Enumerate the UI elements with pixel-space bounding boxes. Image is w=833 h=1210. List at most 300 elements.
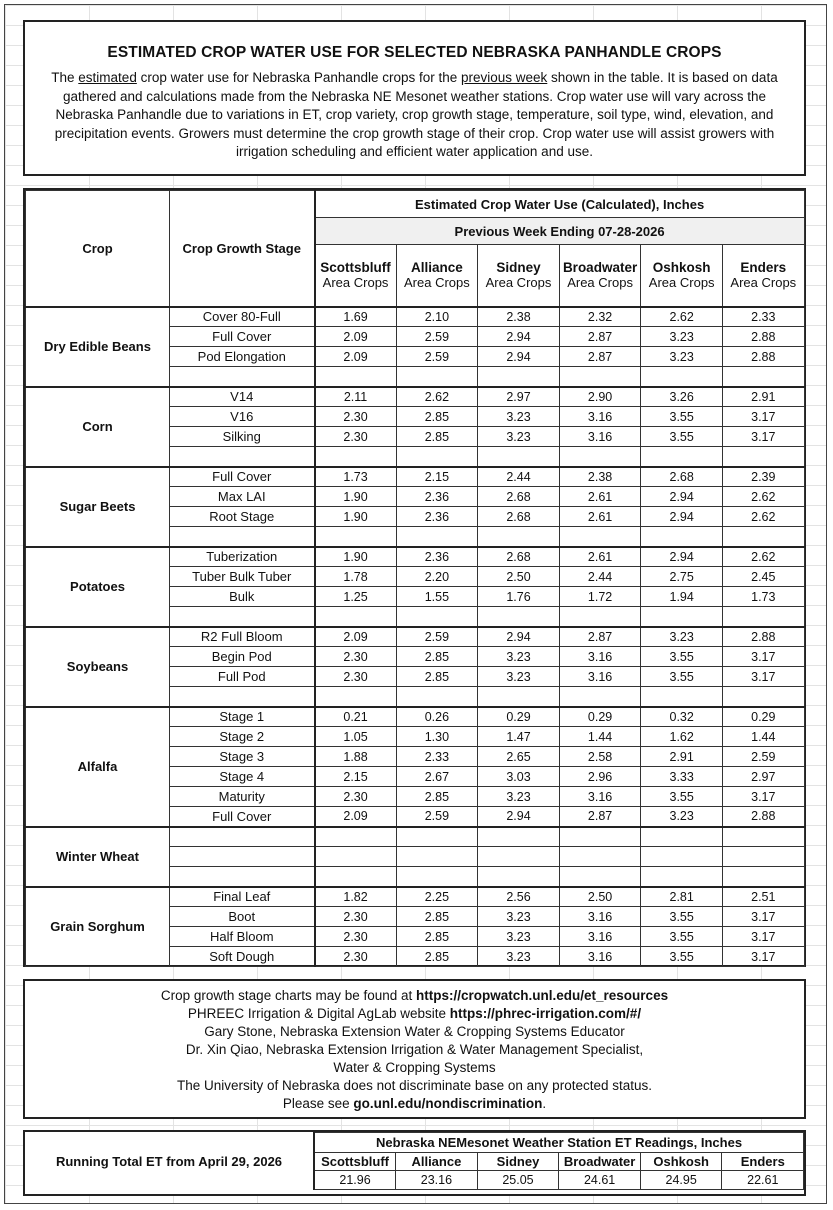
growth-stage-cell: Soft Dough xyxy=(170,947,315,967)
info-line-growth-charts xyxy=(25,987,804,1005)
water-use-cell: 0.29 xyxy=(722,707,804,727)
water-use-cell: 2.30 xyxy=(315,947,397,967)
water-use-cell: 2.61 xyxy=(559,547,641,567)
growth-stage-cell: Half Bloom xyxy=(170,927,315,947)
growth-stage-cell: Stage 2 xyxy=(170,727,315,747)
water-use-cell xyxy=(478,447,560,467)
water-use-cell: 2.62 xyxy=(641,307,723,327)
water-use-cell: 0.21 xyxy=(315,707,397,727)
water-use-cell xyxy=(478,827,560,847)
table-row xyxy=(26,387,805,407)
water-use-cell xyxy=(396,607,478,627)
water-use-cell xyxy=(315,607,397,627)
growth-stage-cell: Full Pod xyxy=(170,667,315,687)
water-use-cell xyxy=(641,367,723,387)
water-use-cell: 0.29 xyxy=(478,707,560,727)
water-use-cell xyxy=(315,447,397,467)
column-header-crop: Crop xyxy=(26,191,170,307)
water-use-cell xyxy=(559,607,641,627)
water-use-cell: 2.75 xyxy=(641,567,723,587)
growth-stage-cell: V14 xyxy=(170,387,315,407)
water-use-cell: 3.16 xyxy=(559,927,641,947)
growth-stage-cell: Cover 80-Full xyxy=(170,307,315,327)
water-use-cell: 2.91 xyxy=(641,747,723,767)
water-use-cell: 2.94 xyxy=(641,547,723,567)
water-use-cell: 2.94 xyxy=(641,507,723,527)
intro-underlined-estimated: estimated xyxy=(78,70,137,85)
area-crops-label: Area Crops xyxy=(730,275,797,291)
water-use-cell: 2.68 xyxy=(641,467,723,487)
water-use-cell: 2.81 xyxy=(641,887,723,907)
water-use-cell xyxy=(641,607,723,627)
water-use-cell: 2.85 xyxy=(396,667,478,687)
water-use-cell xyxy=(396,867,478,887)
water-use-cell xyxy=(559,687,641,707)
running-total-value: 24.61 xyxy=(559,1171,641,1190)
growth-stage-cell: Maturity xyxy=(170,787,315,807)
water-use-cell: 2.62 xyxy=(722,507,804,527)
intro-text: shown in the table. It is based on data gathered and calculations made from the Nebraska NE Mesonet weather stations. Crop water use will vary across the Nebraska Panhandle due to variations in ET, crop variety, crop growth stage, temperature, soil type, wind, elevation, and precipitation events. Growers must determine the crop growth stage of their crop. Crop water use will assist growers with irrigation scheduling and efficient water application and use. xyxy=(54,70,778,159)
water-use-cell: 2.59 xyxy=(396,327,478,347)
water-use-cell: 2.56 xyxy=(478,887,560,907)
water-use-cell: 2.50 xyxy=(559,887,641,907)
water-use-cell: 1.88 xyxy=(315,747,397,767)
growth-stage-cell: Max LAI xyxy=(170,487,315,507)
water-use-cell: 3.55 xyxy=(641,907,723,927)
table-row xyxy=(26,707,805,727)
crop-name: Alfalfa xyxy=(26,707,170,827)
water-use-cell: 3.17 xyxy=(722,647,804,667)
water-use-cell: 3.23 xyxy=(641,327,723,347)
water-use-cell: 3.23 xyxy=(478,647,560,667)
water-use-cell: 2.88 xyxy=(722,347,804,367)
water-use-cell: 2.25 xyxy=(396,887,478,907)
water-use-cell: 3.17 xyxy=(722,667,804,687)
water-use-cell: 3.17 xyxy=(722,787,804,807)
water-use-cell: 2.59 xyxy=(396,627,478,647)
water-use-cell: 0.29 xyxy=(559,707,641,727)
info-line-water-cropping: Water & Cropping Systems xyxy=(333,1060,496,1075)
running-total-value: 22.61 xyxy=(722,1171,804,1190)
water-use-cell: 3.16 xyxy=(559,667,641,687)
water-use-cell xyxy=(396,827,478,847)
water-use-cell xyxy=(478,607,560,627)
growth-stage-cell xyxy=(170,687,315,707)
water-use-cell: 2.09 xyxy=(315,807,397,827)
water-use-cell: 1.90 xyxy=(315,507,397,527)
water-use-cell: 2.11 xyxy=(315,387,397,407)
water-use-cell: 2.68 xyxy=(478,507,560,527)
water-use-cell xyxy=(641,687,723,707)
water-use-cell: 1.90 xyxy=(315,487,397,507)
growth-stage-cell: Pod Elongation xyxy=(170,347,315,367)
growth-stage-cell: R2 Full Bloom xyxy=(170,627,315,647)
growth-stage-cell: Tuberization xyxy=(170,547,315,567)
growth-stage-cell: Root Stage xyxy=(170,507,315,527)
running-total-header: Nebraska NEMesonet Weather Station ET Readings, Inches xyxy=(314,1133,804,1153)
water-use-cell: 3.17 xyxy=(722,407,804,427)
water-use-cell: 2.30 xyxy=(315,787,397,807)
location-header-alliance xyxy=(396,245,478,307)
crop-name: Corn xyxy=(26,387,170,467)
info-box xyxy=(23,979,806,1119)
water-use-cell: 3.03 xyxy=(478,767,560,787)
running-location-alliance: Alliance xyxy=(396,1153,478,1171)
info-line-gary-stone: Gary Stone, Nebraska Extension Water & Cropping Systems Educator xyxy=(204,1024,625,1039)
location-header-broadwater xyxy=(559,245,641,307)
water-use-cell: 1.76 xyxy=(478,587,560,607)
crop-name: Winter Wheat xyxy=(26,827,170,887)
water-use-cell xyxy=(396,687,478,707)
info-text: PHREEC Irrigation & Digital AgLab website xyxy=(187,1006,450,1021)
location-header-scottsbluff xyxy=(315,245,397,307)
water-use-cell: 3.16 xyxy=(559,407,641,427)
water-use-cell: 3.55 xyxy=(641,947,723,967)
header-box xyxy=(23,20,806,176)
location-name: Sidney xyxy=(496,260,541,276)
water-use-cell: 3.55 xyxy=(641,427,723,447)
crop-name: Dry Edible Beans xyxy=(26,307,170,387)
water-use-cell: 1.69 xyxy=(315,307,397,327)
growth-stage-cell: Boot xyxy=(170,907,315,927)
growth-stage-cell: Final Leaf xyxy=(170,887,315,907)
growth-stage-cell: Full Cover xyxy=(170,467,315,487)
water-use-cell: 1.72 xyxy=(559,587,641,607)
growth-stage-cell xyxy=(170,607,315,627)
water-use-cell xyxy=(396,847,478,867)
water-use-cell xyxy=(641,867,723,887)
info-line-xin-qiao: Dr. Xin Qiao, Nebraska Extension Irrigation & Water Management Specialist, xyxy=(185,1042,644,1057)
water-use-cell: 2.97 xyxy=(722,767,804,787)
table-row xyxy=(26,887,805,907)
location-header-oshkosh xyxy=(641,245,723,307)
growth-stage-cell xyxy=(170,447,315,467)
running-location-scottsbluff: Scottsbluff xyxy=(314,1153,396,1171)
water-use-cell xyxy=(722,847,804,867)
water-use-cell: 2.36 xyxy=(396,487,478,507)
water-use-cell: 1.05 xyxy=(315,727,397,747)
water-use-cell: 2.87 xyxy=(559,347,641,367)
nondiscrimination-link[interactable]: go.unl.edu/nondiscrimination xyxy=(353,1096,543,1111)
water-use-cell: 2.88 xyxy=(722,627,804,647)
water-use-cell: 1.73 xyxy=(315,467,397,487)
growth-stage-cell: Full Cover xyxy=(170,327,315,347)
water-use-cell xyxy=(722,367,804,387)
running-total-box xyxy=(23,1130,806,1196)
water-use-cell xyxy=(478,687,560,707)
water-use-cell xyxy=(396,527,478,547)
water-use-cell: 1.44 xyxy=(722,727,804,747)
column-header-growth-stage: Crop Growth Stage xyxy=(170,191,315,307)
water-use-cell: 3.16 xyxy=(559,907,641,927)
water-use-cell: 2.62 xyxy=(722,547,804,567)
water-use-cell: 3.16 xyxy=(559,787,641,807)
intro-underlined-previous-week: previous week xyxy=(461,70,548,85)
water-use-cell: 3.17 xyxy=(722,427,804,447)
water-use-cell: 2.44 xyxy=(478,467,560,487)
water-use-cell: 3.23 xyxy=(478,407,560,427)
water-use-cell: 3.23 xyxy=(478,947,560,967)
crop-water-use-table-box xyxy=(23,188,806,967)
water-use-cell: 3.55 xyxy=(641,787,723,807)
water-use-cell xyxy=(396,447,478,467)
water-use-cell: 2.36 xyxy=(396,547,478,567)
location-name: Oshkosh xyxy=(652,260,711,276)
water-use-cell: 2.58 xyxy=(559,747,641,767)
water-use-cell: 3.55 xyxy=(641,407,723,427)
growth-stage-cell: Stage 3 xyxy=(170,747,315,767)
water-use-cell: 2.62 xyxy=(396,387,478,407)
running-total-value: 24.95 xyxy=(640,1171,722,1190)
water-use-cell: 2.20 xyxy=(396,567,478,587)
running-location-sidney: Sidney xyxy=(477,1153,559,1171)
water-use-cell: 2.30 xyxy=(315,647,397,667)
water-use-cell: 1.47 xyxy=(478,727,560,747)
water-use-cell: 3.23 xyxy=(478,787,560,807)
table-row xyxy=(26,827,805,847)
area-crops-label: Area Crops xyxy=(567,275,633,291)
water-use-cell xyxy=(559,367,641,387)
growth-stage-cell: Stage 4 xyxy=(170,767,315,787)
location-name: Broadwater xyxy=(562,260,638,276)
location-name: Scottsbluff xyxy=(320,260,391,276)
info-line-please-see xyxy=(25,1095,804,1113)
water-use-cell: 3.23 xyxy=(641,347,723,367)
area-crops-label: Area Crops xyxy=(404,275,470,291)
water-use-cell: 2.68 xyxy=(478,547,560,567)
water-use-cell: 2.94 xyxy=(478,327,560,347)
water-use-cell xyxy=(722,527,804,547)
water-use-cell: 2.30 xyxy=(315,407,397,427)
water-use-cell: 2.94 xyxy=(478,627,560,647)
growth-stage-cell xyxy=(170,367,315,387)
water-use-cell xyxy=(722,687,804,707)
water-use-cell: 2.09 xyxy=(315,627,397,647)
intro-paragraph xyxy=(37,69,792,162)
water-use-cell xyxy=(315,847,397,867)
water-use-cell: 2.39 xyxy=(722,467,804,487)
water-use-cell: 2.94 xyxy=(478,807,560,827)
water-use-cell: 2.65 xyxy=(478,747,560,767)
info-text: Crop growth stage charts may be found at xyxy=(160,988,417,1003)
water-use-cell: 2.38 xyxy=(478,307,560,327)
water-use-cell: 1.94 xyxy=(641,587,723,607)
water-use-cell: 2.87 xyxy=(559,807,641,827)
water-use-cell: 2.61 xyxy=(559,487,641,507)
water-use-cell: 2.85 xyxy=(396,907,478,927)
water-use-cell: 3.17 xyxy=(722,927,804,947)
running-location-broadwater: Broadwater xyxy=(559,1153,641,1171)
water-use-cell: 1.62 xyxy=(641,727,723,747)
water-use-cell: 2.15 xyxy=(315,767,397,787)
water-use-cell: 1.73 xyxy=(722,587,804,607)
table-row xyxy=(26,547,805,567)
water-use-cell: 2.85 xyxy=(396,947,478,967)
water-use-cell: 3.23 xyxy=(478,927,560,947)
water-use-cell: 2.38 xyxy=(559,467,641,487)
water-use-cell xyxy=(641,847,723,867)
water-use-cell xyxy=(478,527,560,547)
area-crops-label: Area Crops xyxy=(648,275,715,291)
running-total-value: 25.05 xyxy=(477,1171,559,1190)
cropwatch-link[interactable]: https://cropwatch.unl.edu/et_resources xyxy=(416,988,669,1003)
water-use-cell: 2.94 xyxy=(641,487,723,507)
water-use-cell: 2.87 xyxy=(559,627,641,647)
water-use-cell xyxy=(559,527,641,547)
water-use-cell: 1.25 xyxy=(315,587,397,607)
water-use-cell: 2.09 xyxy=(315,327,397,347)
water-use-cell: 2.68 xyxy=(478,487,560,507)
water-use-cell xyxy=(559,447,641,467)
crop-water-use-table xyxy=(25,190,805,967)
running-total-label: Running Total ET from April 29, 2026 xyxy=(25,1133,314,1190)
crop-name: Grain Sorghum xyxy=(26,887,170,967)
crop-name: Potatoes xyxy=(26,547,170,627)
water-use-cell: 2.30 xyxy=(315,427,397,447)
water-use-cell xyxy=(478,867,560,887)
water-use-cell: 2.30 xyxy=(315,907,397,927)
water-use-cell xyxy=(641,527,723,547)
growth-stage-cell: Full Cover xyxy=(170,807,315,827)
growth-stage-cell xyxy=(170,867,315,887)
water-use-cell: 2.88 xyxy=(722,327,804,347)
running-location-oshkosh: Oshkosh xyxy=(640,1153,722,1171)
phrec-irrigation-link[interactable]: https://phrec-irrigation.com/#/ xyxy=(449,1006,642,1021)
running-total-value: 23.16 xyxy=(396,1171,478,1190)
water-use-cell: 2.59 xyxy=(396,807,478,827)
water-use-cell xyxy=(315,867,397,887)
water-use-cell: 3.55 xyxy=(641,667,723,687)
water-use-cell xyxy=(315,527,397,547)
water-use-cell: 3.17 xyxy=(722,907,804,927)
growth-stage-cell: Stage 1 xyxy=(170,707,315,727)
water-use-cell: 2.85 xyxy=(396,647,478,667)
water-use-cell: 2.32 xyxy=(559,307,641,327)
location-name: Enders xyxy=(740,260,787,276)
water-use-cell: 3.23 xyxy=(478,427,560,447)
info-line-phreec xyxy=(25,1005,804,1023)
crop-name: Sugar Beets xyxy=(26,467,170,547)
water-use-cell: 2.09 xyxy=(315,347,397,367)
growth-stage-cell xyxy=(170,527,315,547)
water-use-cell: 3.23 xyxy=(641,807,723,827)
water-use-cell: 2.33 xyxy=(396,747,478,767)
water-use-cell: 3.55 xyxy=(641,647,723,667)
growth-stage-cell: Silking xyxy=(170,427,315,447)
water-use-cell: 2.88 xyxy=(722,807,804,827)
water-use-cell: 0.32 xyxy=(641,707,723,727)
water-use-cell: 2.30 xyxy=(315,667,397,687)
column-header-week-ending: Previous Week Ending 07-28-2026 xyxy=(315,218,805,245)
water-use-cell: 2.67 xyxy=(396,767,478,787)
water-use-cell: 3.55 xyxy=(641,927,723,947)
water-use-cell xyxy=(315,687,397,707)
spreadsheet-page xyxy=(4,4,827,1204)
water-use-cell: 2.85 xyxy=(396,407,478,427)
water-use-cell: 2.85 xyxy=(396,927,478,947)
intro-text: The xyxy=(51,70,79,85)
water-use-cell: 2.87 xyxy=(559,327,641,347)
water-use-cell xyxy=(722,867,804,887)
intro-text: crop water use for Nebraska Panhandle crops for the xyxy=(136,70,461,85)
table-row xyxy=(26,467,805,487)
location-header-sidney xyxy=(478,245,560,307)
water-use-cell: 2.59 xyxy=(722,747,804,767)
running-location-enders: Enders xyxy=(722,1153,804,1171)
water-use-cell: 2.50 xyxy=(478,567,560,587)
growth-stage-cell: Bulk xyxy=(170,587,315,607)
growth-stage-cell xyxy=(170,847,315,867)
water-use-cell: 2.94 xyxy=(478,347,560,367)
running-total-table xyxy=(25,1132,804,1190)
water-use-cell xyxy=(722,827,804,847)
water-use-cell: 2.91 xyxy=(722,387,804,407)
water-use-cell: 2.85 xyxy=(396,787,478,807)
water-use-cell: 3.26 xyxy=(641,387,723,407)
water-use-cell xyxy=(641,827,723,847)
crop-name: Soybeans xyxy=(26,627,170,707)
water-use-cell xyxy=(478,847,560,867)
water-use-cell: 2.51 xyxy=(722,887,804,907)
water-use-cell xyxy=(641,447,723,467)
water-use-cell: 1.90 xyxy=(315,547,397,567)
area-crops-label: Area Crops xyxy=(322,275,389,291)
column-header-estimated-use: Estimated Crop Water Use (Calculated), Inches xyxy=(315,191,805,218)
water-use-cell: 3.23 xyxy=(478,667,560,687)
water-use-cell: 2.44 xyxy=(559,567,641,587)
water-use-cell: 2.61 xyxy=(559,507,641,527)
info-text: . xyxy=(542,1096,547,1111)
water-use-cell: 2.62 xyxy=(722,487,804,507)
water-use-cell: 3.16 xyxy=(559,947,641,967)
water-use-cell: 3.16 xyxy=(559,427,641,447)
location-name: Alliance xyxy=(411,260,463,276)
water-use-cell: 2.90 xyxy=(559,387,641,407)
water-use-cell: 3.17 xyxy=(722,947,804,967)
water-use-cell: 2.96 xyxy=(559,767,641,787)
growth-stage-cell: Begin Pod xyxy=(170,647,315,667)
water-use-cell: 3.33 xyxy=(641,767,723,787)
water-use-cell: 1.30 xyxy=(396,727,478,747)
water-use-cell: 0.26 xyxy=(396,707,478,727)
water-use-cell: 1.82 xyxy=(315,887,397,907)
water-use-cell: 2.33 xyxy=(722,307,804,327)
location-header-enders xyxy=(722,245,804,307)
water-use-cell xyxy=(478,367,560,387)
info-text: Please see xyxy=(282,1096,354,1111)
water-use-cell xyxy=(559,867,641,887)
water-use-cell: 2.97 xyxy=(478,387,560,407)
water-use-cell: 2.36 xyxy=(396,507,478,527)
water-use-cell xyxy=(315,367,397,387)
water-use-cell: 1.78 xyxy=(315,567,397,587)
running-total-value: 21.96 xyxy=(314,1171,396,1190)
growth-stage-cell xyxy=(170,827,315,847)
growth-stage-cell: Tuber Bulk Tuber xyxy=(170,567,315,587)
water-use-cell xyxy=(722,607,804,627)
water-use-cell: 3.23 xyxy=(641,627,723,647)
water-use-cell xyxy=(396,367,478,387)
table-row xyxy=(26,307,805,327)
water-use-cell xyxy=(722,447,804,467)
water-use-cell: 2.10 xyxy=(396,307,478,327)
water-use-cell: 2.15 xyxy=(396,467,478,487)
water-use-cell: 1.55 xyxy=(396,587,478,607)
water-use-cell: 3.23 xyxy=(478,907,560,927)
water-use-cell: 2.59 xyxy=(396,347,478,367)
water-use-cell xyxy=(315,827,397,847)
growth-stage-cell: V16 xyxy=(170,407,315,427)
